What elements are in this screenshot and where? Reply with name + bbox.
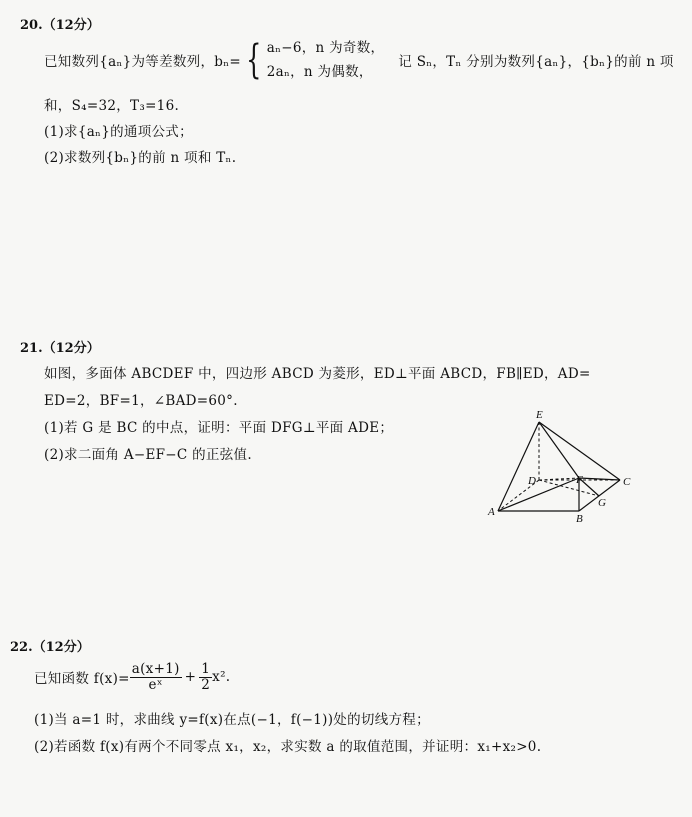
q20-line1-prefix: 已知数列{aₙ}为等差数列，bₙ= bbox=[44, 54, 241, 70]
q21-part1: (1)若 G 是 BC 的中点，证明：平面 DFG⊥平面 ADE； bbox=[44, 420, 394, 436]
edge-ef bbox=[539, 422, 579, 478]
edge-ec bbox=[539, 422, 620, 480]
q21-line2: ED=2，BF=1，∠BAD=60°. bbox=[44, 393, 238, 409]
q21-part2: (2)求二面角 A−EF−C 的正弦值. bbox=[44, 447, 252, 463]
edge-ea bbox=[498, 422, 539, 511]
q22-part2: (2)若函数 f(x)有两个不同零点 x₁，x₂，求实数 a 的取值范围，并证明：x₁+x₂>0. bbox=[34, 739, 542, 755]
q22-frac2-denominator: 2 bbox=[201, 676, 211, 693]
q20-line1-suffix: 记 Sₙ，Tₙ 分别为数列{aₙ}，{bₙ}的前 n 项 bbox=[398, 54, 674, 70]
q20-case2: 2aₙ，n 为偶数， bbox=[266, 64, 373, 80]
label-g: G bbox=[598, 497, 606, 509]
label-d: D bbox=[528, 475, 536, 487]
q20-cases bbox=[267, 36, 385, 84]
q21-line1: 如图，多面体 ABCDEF 中，四边形 ABCD 为菱形，ED⊥平面 ABCD，FB∥ED，AD= bbox=[44, 366, 591, 382]
edge-af bbox=[498, 478, 579, 511]
label-e: E bbox=[536, 409, 543, 421]
q22-number: 22.（12分） bbox=[10, 640, 90, 655]
label-f: F bbox=[576, 474, 583, 486]
q22-line1-suffix: x². bbox=[212, 669, 231, 685]
q22-line1-prefix: 已知函数 f(x)= bbox=[34, 671, 130, 687]
q20-case1: aₙ−6，n 为奇数， bbox=[266, 40, 385, 56]
q22-part1: (1)当 a=1 时，求曲线 y=f(x)在点(−1，f(−1))处的切线方程； bbox=[34, 712, 430, 728]
q22-plus: + bbox=[184, 669, 197, 685]
q20-line1 bbox=[44, 38, 674, 82]
polyhedron-figure bbox=[484, 408, 634, 526]
q22-frac2-numerator: 1 bbox=[201, 660, 211, 677]
q22-fraction1 bbox=[130, 662, 182, 693]
label-c: C bbox=[623, 476, 631, 488]
q21-number: 21.（12分） bbox=[20, 341, 100, 356]
q22-fraction2 bbox=[199, 662, 212, 693]
q20-part2: (2)求数列{bₙ}的前 n 项和 Tₙ. bbox=[44, 150, 237, 166]
q20-brace: { bbox=[246, 37, 262, 83]
q22-line1 bbox=[34, 660, 230, 694]
q20-line2: 和，S₄=32，T₃=16. bbox=[44, 98, 180, 114]
q22-frac1-denominator: eˣ bbox=[148, 676, 163, 693]
label-a: A bbox=[488, 506, 495, 518]
label-b: B bbox=[576, 513, 583, 525]
q22-frac1-numerator: a(x+1) bbox=[131, 660, 180, 677]
q20-number: 20.（12分） bbox=[20, 18, 100, 33]
q20-part1: (1)求{aₙ}的通项公式； bbox=[44, 124, 193, 140]
